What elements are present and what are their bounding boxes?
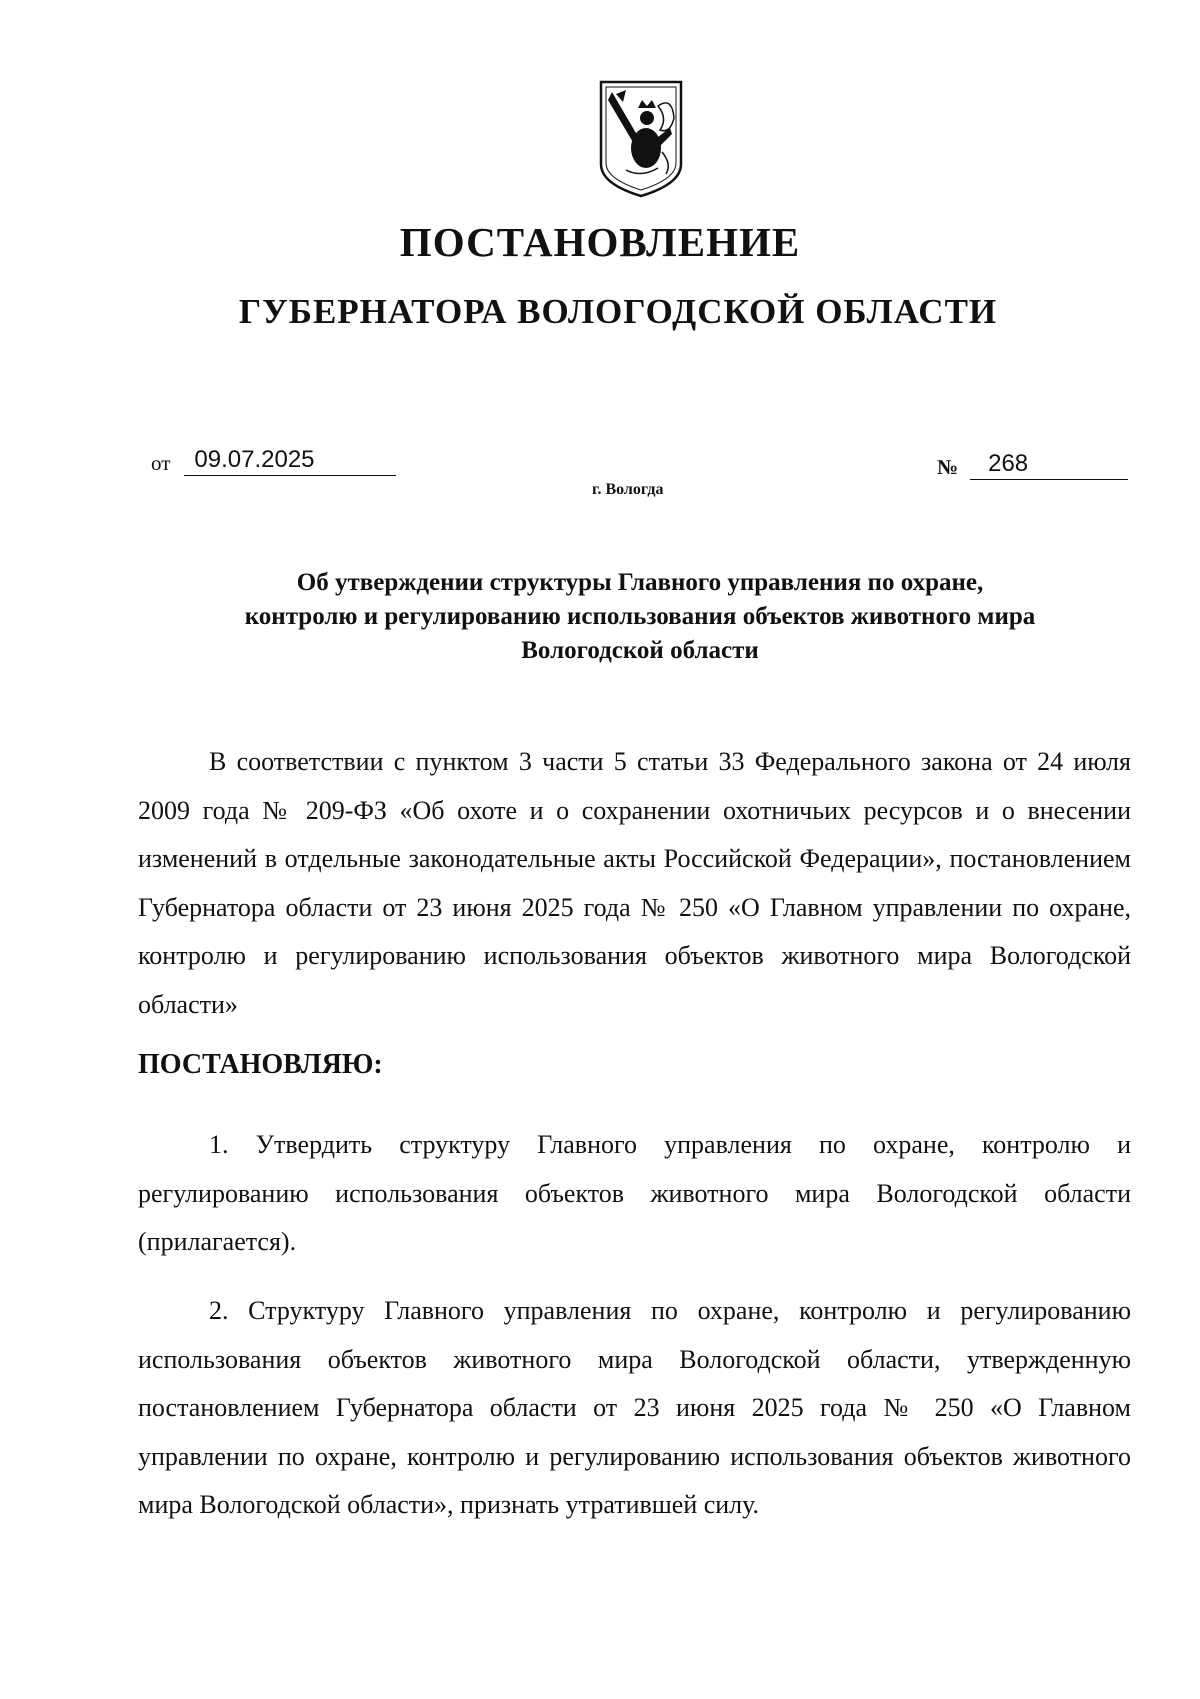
decree-item-2: 2. Структуру Главного управления по охране, контролю и регулированию использования объектов животного мира Вологодской области, утвержденную постановлением Губернатора области от 23 июня 2025 года № 250 «О Главном управлении по охране, контролю и регулированию использования объектов животного мира Вологодской области», признать утратившей силу. bbox=[138, 1296, 1131, 1520]
subject-line: Вологодской области bbox=[521, 637, 759, 664]
document-title: ПОСТАНОВЛЕНИЕ bbox=[399, 219, 801, 265]
subject-line: контролю и регулированию использования объектов животного мира bbox=[244, 603, 1036, 630]
decree-heading: ПОСТАНОВЛЯЮ: bbox=[138, 1049, 383, 1080]
city-label: г. Вологда bbox=[592, 481, 664, 498]
number-label: № bbox=[937, 455, 959, 479]
decree-item-1: 1. Утвердить структуру Главного управления по охране, контролю и регулированию использования объектов животного мира Вологодской области (прилагается). bbox=[138, 1130, 1131, 1257]
preamble-paragraph: В соответствии с пунктом 3 части 5 статьи 33 Федерального закона от 24 июля 2009 года № 209-ФЗ «Об охоте и о сохранении охотничьих ресурсов и о внесении изменений в отдельные законодательные акты Российской Федерации», постановлением Губернатора области от 23 июня 2025 года № 250 «О Главном управлении по охране, контролю и регулированию использования объектов животного мира Вологодской области» bbox=[138, 747, 1131, 1019]
subject-line: Об утверждении структуры Главного управления по охране, bbox=[296, 569, 984, 596]
document-issuer: ГУБЕРНАТОРА ВОЛОГОДСКОЙ ОБЛАСТИ bbox=[238, 292, 998, 331]
number-field bbox=[937, 450, 1128, 480]
date-value: 09.07.2025 bbox=[184, 446, 396, 476]
date-field bbox=[151, 446, 396, 476]
document-subject bbox=[160, 566, 1120, 668]
date-label: от bbox=[151, 451, 171, 475]
coat-of-arms-icon bbox=[596, 78, 686, 200]
number-value: 268 bbox=[970, 450, 1128, 480]
